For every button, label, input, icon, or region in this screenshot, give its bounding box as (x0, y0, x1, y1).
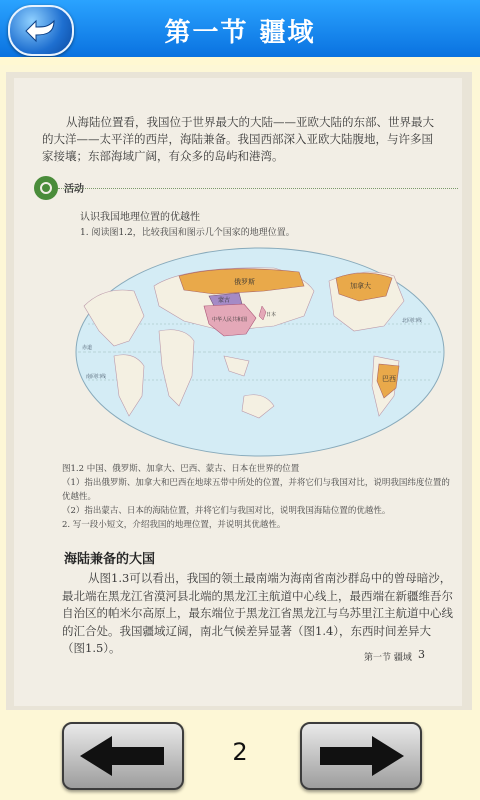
arrow-right-icon (314, 732, 408, 780)
arrow-left-icon (76, 732, 170, 780)
header-divider (0, 57, 480, 65)
book-page (14, 78, 462, 706)
page-footer-label: 第一节 疆域 (364, 653, 412, 663)
task-3: 2. 写一段小短文，介绍我国的地理位置，并说明其优越性。 (62, 520, 286, 530)
body-paragraph: 从图1.3可以看出，我国的领土最南端为海南省南沙群岛中的曾母暗沙，最北端在黑龙江省漠河县北端的黑龙江主航道中心线上，最西端在新疆维吾尔自治区的帕米尔高原上，最东端位于黑龙江省黑龙江与乌苏里江主航道中心线的汇合处。我国疆域辽阔，南北气候差异显著（图1.4），东西时间差异大（图1.5）。 (62, 571, 453, 655)
page-footer-number: 3 (418, 648, 425, 661)
map-label-tropic-capricorn: 南回归线 (86, 374, 107, 380)
app-header (0, 0, 480, 58)
previous-page-button[interactable] (62, 722, 184, 790)
map-label-china: 中华人民共和国 (212, 317, 248, 323)
map-label-equator: 赤道 (82, 345, 93, 351)
world-map-figure (74, 246, 446, 458)
task-2: （2）指出蒙古、日本的海陆位置，并将它们与我国对比，说明我国海陆位置的优越性。 (62, 506, 391, 516)
section-heading: 海陆兼备的大国 (64, 552, 156, 567)
map-label-japan: 日本 (266, 312, 277, 318)
page-number: 2 (232, 738, 248, 766)
map-label-brazil: 巴西 (382, 375, 396, 383)
intro-paragraph: 从海陆位置看，我国位于世界最大的大陆——亚欧大陆的东部、世界最大的大洋——太平洋的西岸，海陆兼备。我国西部深入亚欧大陆腹地，与许多国家接壤；东部海域广阔，有众多的岛屿和港湾。 (42, 115, 434, 163)
activity-tasks (62, 476, 452, 532)
activity-divider (58, 188, 458, 189)
figure-caption: 图1.2 中国、俄罗斯、加拿大、巴西、蒙古、日本在世界的位置 (62, 464, 300, 474)
map-label-russia: 俄罗斯 (234, 278, 255, 286)
next-page-button[interactable] (300, 722, 422, 790)
map-label-canada: 加拿大 (350, 282, 371, 290)
task-1: （1）指出俄罗斯、加拿大和巴西在地球五带中所处的位置，并将它们与我国对比，说明我国纬度位置的优越性。 (62, 478, 450, 502)
activity-label: 活动 (64, 184, 84, 195)
activity-icon (34, 176, 58, 200)
map-label-mongolia: 蒙古 (218, 297, 231, 304)
map-label-tropic-cancer: 北回归线 (402, 318, 423, 324)
page-title: 第一节 疆域 (164, 18, 316, 48)
activity-question-1: 1. 阅读图1.2，比较我国和图示几个国家的地理位置。 (80, 228, 295, 238)
activity-subtitle: 认识我国地理位置的优越性 (80, 212, 200, 223)
